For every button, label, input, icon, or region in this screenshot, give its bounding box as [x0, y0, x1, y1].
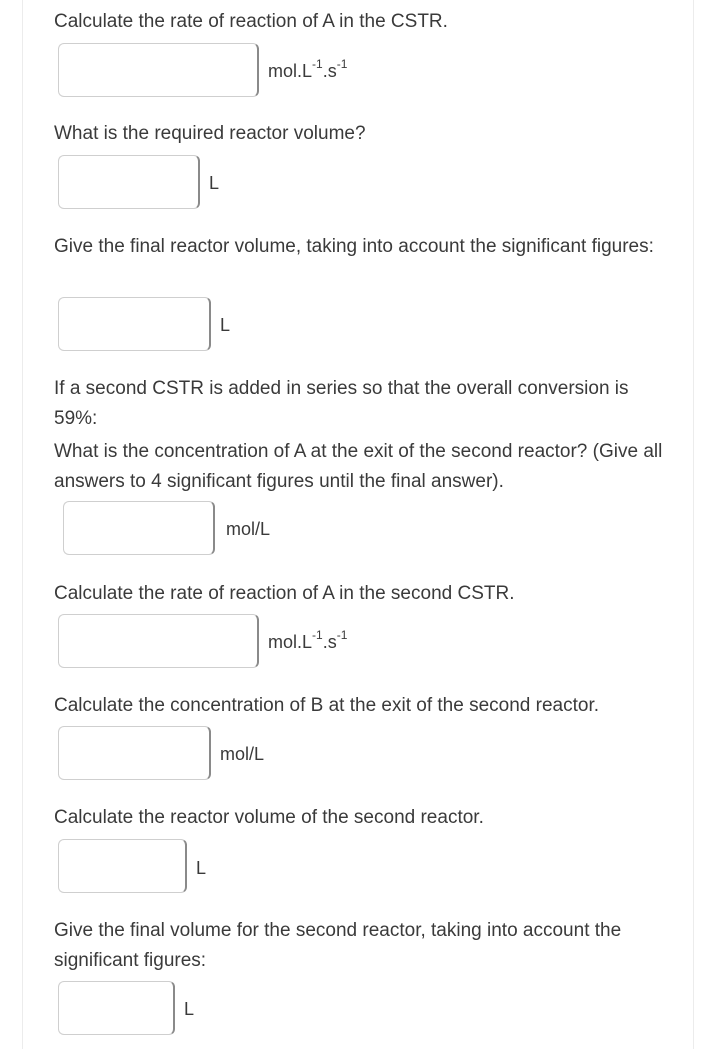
second-reactor-volume-input[interactable]	[58, 839, 187, 893]
question-text: Calculate the rate of reaction of A in the second CSTR.	[54, 583, 515, 604]
unit-label: L	[196, 858, 207, 878]
unit-label: L	[220, 315, 231, 335]
unit-label: L	[209, 173, 220, 193]
question-text: Give the final reactor volume, taking into account the significant figures:	[54, 236, 654, 257]
question-text: What is the required reactor volume?	[54, 123, 366, 144]
unit-label: mol/L	[220, 744, 265, 764]
rate-reaction-a-second-input[interactable]	[58, 614, 259, 668]
final-second-reactor-volume-input[interactable]	[58, 981, 175, 1035]
concentration-a-exit-input[interactable]	[63, 501, 215, 555]
question-text: Give the final volume for the second reactor, taking into account the significant figures:	[54, 920, 622, 971]
statement-text: If a second CSTR is added in series so that the overall conversion is 59%:	[54, 378, 629, 429]
question-text: Calculate the concentration of B at the exit of the second reactor.	[54, 695, 599, 716]
question-text: Calculate the rate of reaction of A in the CSTR.	[54, 11, 448, 32]
concentration-b-exit-input[interactable]	[58, 726, 211, 780]
question-text: What is the concentration of A at the exit of the second reactor? (Give all answers to 4 significant figures until the final answer).	[54, 441, 663, 492]
rate-reaction-a-input[interactable]	[58, 43, 259, 97]
unit-label: L	[184, 999, 195, 1019]
reactor-volume-input[interactable]	[58, 155, 200, 209]
question-text: Calculate the reactor volume of the second reactor.	[54, 807, 484, 828]
final-reactor-volume-input[interactable]	[58, 297, 211, 351]
unit-label: mol/L	[226, 519, 271, 539]
unit-label: $mol.L^{-1}.s^{-1}$	[268, 628, 348, 652]
unit-label: $mol.L^{-1}.s^{-1}$	[268, 57, 348, 81]
